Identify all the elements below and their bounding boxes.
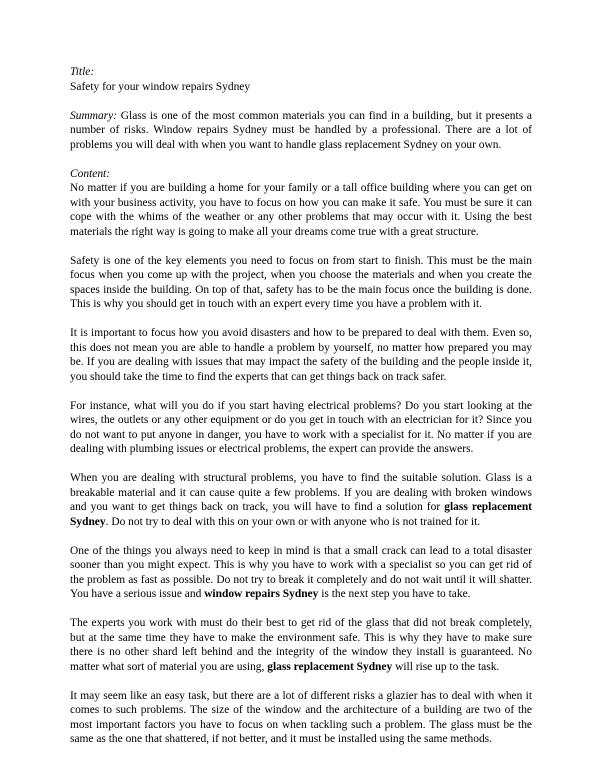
paragraph-6-text-b: is the next step you have to take. <box>318 588 471 600</box>
keyword-glass-replacement: glass replacement Sydney <box>70 501 532 528</box>
content-label: Content: <box>70 167 111 180</box>
paragraph-5-text-a: When you are dealing with structural problems, you have to find the suitable solution. Glass is a breakable material and it can cause quite a few problems. If you are dealing with broken windows and you want to get things back on track, you will have to find a solution for <box>70 472 532 513</box>
content-paragraph-1: No matter if you are building a home for your family or a tall office building where you can get on with your business activity, you have to focus on how you can make it safe. You must be sure it can cope with the whims of the weather or any other problems that may occur with it. Using the best materials the right way is going to make all your dreams come true with a great structure. <box>70 182 532 238</box>
content-paragraph-2: Safety is one of the key elements you need to focus on from start to finish. This must be the main focus when you come up with the project, when you choose the materials and when you create the spaces inside the building. On top of that, safety has to be the main focus once the building is done. This is why you should get in touch with an expert every time you have a problem with it. <box>70 254 532 310</box>
paragraph-5-text-b: . Do not try to deal with this on your own or with anyone who is not trained for it. <box>105 515 481 528</box>
summary-text: Glass is one of the most common materials you can find in a building, but it presents a number of risks. Window repairs Sydney must be handled by a professional. There are a lot of problems you will deal with when you want to handle glass replacement Sydney on your own. <box>70 109 532 151</box>
content-paragraph-4: For instance, what will you do if you start having electrical problems? Do you start looking at the wires, the outlets or any other equipment or do you get in touch with an electrician for it? Since you do not want to put anyone in danger, you have to work with a specialist for it. No matter if you are dealing with plumbing issues or electrical problems, the expert can provide the answers. <box>70 399 532 455</box>
title-section <box>70 65 532 94</box>
content-paragraph-6 <box>70 544 532 602</box>
summary-section <box>70 109 532 153</box>
summary-label: Summary: <box>70 109 118 122</box>
content-section <box>70 167 532 747</box>
paragraph-6-text-a: One of the things you always need to keep in mind is that a small crack can lead to a total disaster sooner than you might expect. This is why you have to work with a specialist so you can get rid of the problem as fast as possible. Do not try to break it completely and do not wait until it will shatter. You have a serious issue and <box>70 544 532 600</box>
title-label: Title: <box>70 66 95 78</box>
paragraph-7-text-a: The experts you work with must do their best to get rid of the glass that did not break completely, but at the same time they have to make the environment safe. This is why they have to make sure there is no other shard left behind and the integrity of the window they install is guaranteed. No matter what sort of material you are using, <box>70 617 532 673</box>
content-paragraph-7 <box>70 616 532 674</box>
paragraph-7-text-b: will rise up to the task. <box>392 660 500 673</box>
keyword-window-repairs: window repairs Sydney <box>204 588 319 600</box>
document-title: Safety for your window repairs Sydney <box>70 80 251 93</box>
content-paragraph-5 <box>70 471 532 529</box>
keyword-glass-replacement-2: glass replacement Sydney <box>267 660 393 673</box>
content-paragraph-8: It may seem like an easy task, but there are a lot of different risks a glazier has to deal with when it comes to such problems. The size of the window and the architecture of a building are two of the most important factors you have to focus on when tackling such a problem. The glass must be the same as the one that shattered, if not better, and it must be installed using the same methods. <box>70 689 532 745</box>
content-paragraph-3: It is important to focus how you avoid disasters and how to be prepared to deal with them. Even so, this does not mean you are able to handle a problem by yourself, no matter how prepared you may be. If you are dealing with issues that may impact the safety of the building and the people inside it, you should take the time to find the experts that can get things back on track safer. <box>70 327 532 383</box>
document-page <box>70 65 532 747</box>
